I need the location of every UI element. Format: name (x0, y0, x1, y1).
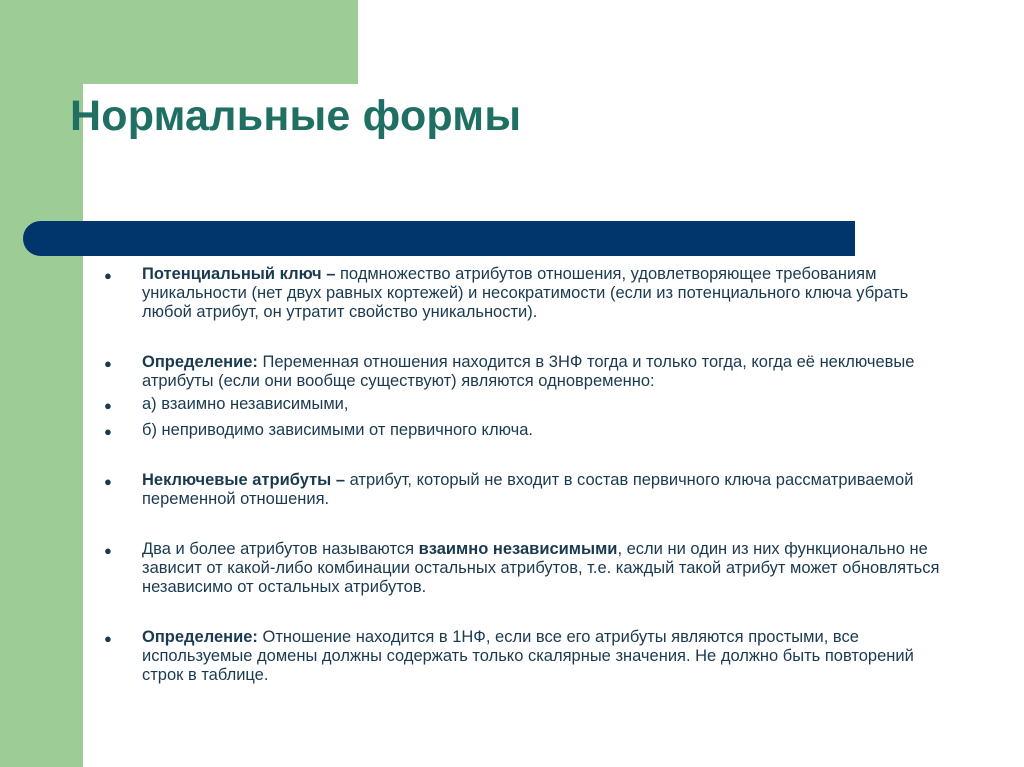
slide-title: Нормальные формы (70, 92, 522, 140)
bullet-dot-icon: ● (104, 424, 112, 439)
bullet-irreducibly-dependent (100, 421, 950, 440)
bullet-potential-key (100, 265, 950, 322)
definition-3nf: Переменная отношения находится в 3НФ тогда и только тогда, когда её неключевые атрибуты (если они вообще существуют) являются одновременно: (142, 353, 915, 390)
bullet-list (100, 265, 950, 685)
bullet-nonkey-attributes (100, 471, 950, 509)
definition-potential-key: подмножество атрибутов отношения, удовлетворяющее требованиям уникальности (нет двух равных кортежей) и несократимости (если из потенциального ключа убрать любой атрибут, он утратит свойство уникальности). (142, 265, 909, 321)
term-nonkey-attributes: Неключевые атрибуты – (142, 471, 346, 489)
definition-1nf: Отношение находится в 1НФ, если все его атрибуты являются простыми, все используемые домены должны содержать только скалярные значения. Не должно быть повторений строк в таблице. (142, 628, 914, 684)
bullet-dot-icon: ● (104, 398, 112, 413)
bullet-text: а) взаимно независимыми, (142, 395, 349, 413)
bullet-mutually-independent (100, 395, 950, 414)
bullet-1nf-definition (100, 628, 950, 685)
bullet-dot-icon: ● (104, 268, 112, 283)
title-divider-bar (23, 221, 855, 256)
bullet-text: б) неприводимо зависимыми от первичного ключа. (142, 421, 533, 439)
term-definition-3nf: Определение: (142, 353, 258, 371)
bullet-3nf-definition (100, 353, 950, 391)
bullet-text (142, 471, 950, 509)
independence-text-after: , если ни один из них функционально не зависит от какой-либо комбинации остальных атрибутов, т.е. каждый такой атрибут может обновляться независимо от остальных атрибутов. (142, 540, 940, 596)
bullet-dot-icon: ● (104, 543, 112, 558)
bullet-independence-definition (100, 540, 950, 597)
bullet-text (142, 628, 950, 685)
bullet-dot-icon: ● (104, 474, 112, 489)
term-mutually-independent: взаимно независимыми (418, 540, 618, 558)
bullet-dot-icon: ● (104, 356, 112, 371)
bullet-dot-icon: ● (104, 631, 112, 646)
independence-text-before: Два и более атрибутов называются (142, 540, 419, 558)
bullet-text (142, 265, 950, 322)
bullet-text (142, 353, 950, 391)
term-potential-key: Потенциальный ключ – (142, 265, 336, 283)
definition-nonkey-attributes: атрибут, который не входит в состав первичного ключа рассматриваемой переменной отношения. (142, 471, 914, 508)
bullet-text (142, 540, 950, 597)
term-definition-1nf: Определение: (142, 628, 258, 646)
